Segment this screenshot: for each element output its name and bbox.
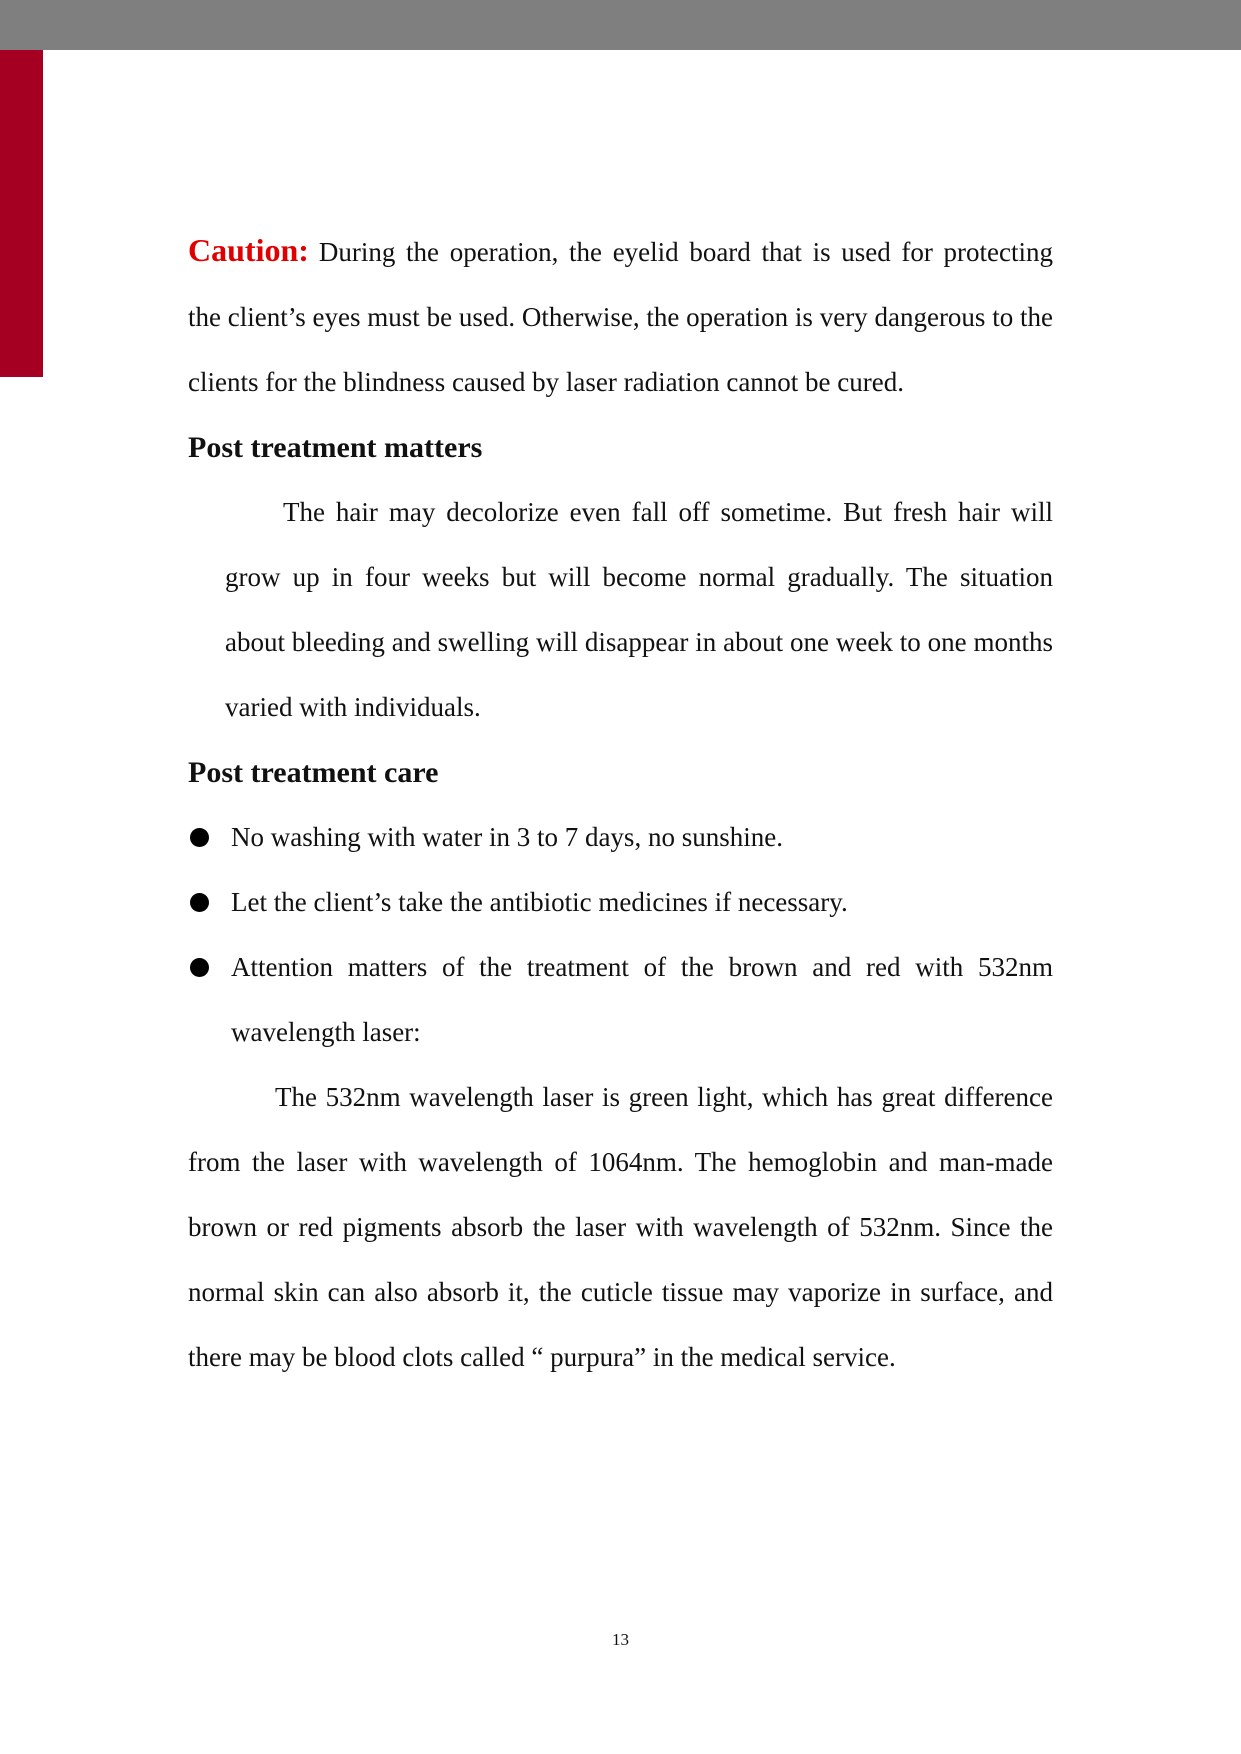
heading-post-treatment-care: Post treatment care [188, 756, 439, 789]
page-content [188, 218, 1053, 1390]
page-number: 13 [612, 1630, 629, 1649]
laser-532nm-paragraph: The 532nm wavelength laser is green light, which has great difference from the laser with wavelength of 1064nm. The hemoglobin and man-made brown or red pigments absorb the laser with wavelength of 532nm. Since the normal skin can also absorb it, the cuticle tissue may vaporize in surface, and there may be blood clots called “ purpura” in the medical service. [188, 1082, 1053, 1372]
header-bar [0, 0, 1241, 50]
list-item-text: Attention matters of the treatment of the brown and red with 532nm wavelength laser: [231, 952, 1053, 1047]
caution-text: During the operation, the eyelid board that is used for protecting the client’s eyes must be used. Otherwise, the operation is very dangerous to the clients for the blindness caused by laser radiation cannot be cured. [188, 237, 1053, 397]
list-item-text: No washing with water in 3 to 7 days, no sunshine. [231, 822, 783, 852]
post-treatment-matters-section [188, 480, 1053, 740]
side-accent-bar [0, 50, 43, 377]
caution-label: Caution: [188, 232, 309, 268]
caution-paragraph [188, 218, 1053, 415]
care-bullet-list [188, 805, 1053, 1065]
bullet-icon [190, 893, 209, 912]
heading-post-treatment-matters: Post treatment matters [188, 431, 483, 464]
bullet-icon [190, 828, 209, 847]
list-item [188, 870, 1053, 935]
bullet-icon [190, 958, 209, 977]
list-item [188, 805, 1053, 870]
list-item [188, 935, 1053, 1065]
list-item-text: Let the client’s take the antibiotic medicines if necessary. [231, 887, 848, 917]
post-treatment-matters-paragraph: The hair may decolorize even fall off sometime. But fresh hair will grow up in four weeks but will become normal gradually. The situation about bleeding and swelling will disappear in about one week to one months varied with individuals. [225, 497, 1053, 722]
